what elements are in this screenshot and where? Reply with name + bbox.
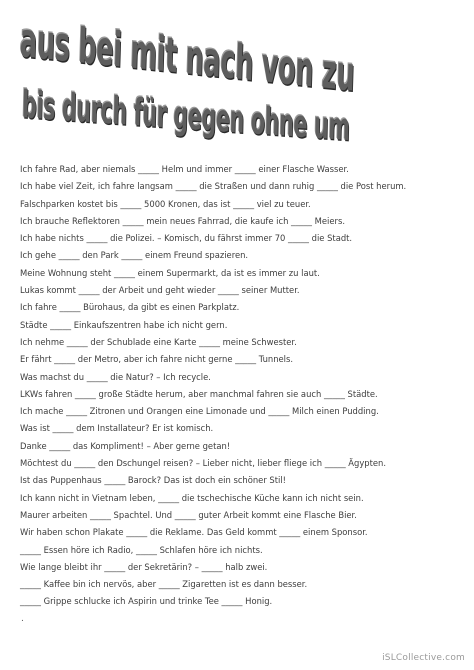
- exercise-sentence: LKWs fahren _____ große Städte herum, aber manchmal fahren sie auch _____ Städte.: [20, 388, 378, 399]
- exercise-sentence: Ich mache _____ Zitronen und Orangen eine Limonade und _____ Milch einen Pudding.: [20, 406, 379, 417]
- exercise-sentence: Wir haben schon Plakate _____ die Reklame. Das Geld kommt _____ einem Sponsor.: [20, 527, 368, 538]
- exercise-sentence: _____ Essen höre ich Radio, _____ Schlafen höre ich nichts.: [20, 544, 263, 555]
- exercise-sentence: Was machst du _____ die Natur? – Ich recycle.: [20, 371, 211, 382]
- exercise-sentence: Ich kann nicht in Vietnam leben, _____ die tschechische Küche kann ich nicht sein.: [20, 492, 364, 503]
- exercise-sentence: Was ist _____ dem Installateur? Er ist komisch.: [20, 423, 214, 434]
- exercise-sentence: Ist das Puppenhaus _____ Barock? Das ist doch ein schöner Stil!: [20, 475, 287, 486]
- exercise-sentence: Meine Wohnung steht _____ einem Supermarkt, da ist es immer zu laut.: [20, 267, 320, 278]
- exercise-sentence: _____ Grippe schlucke ich Aspirin und trinke Tee _____ Honig.: [20, 596, 273, 607]
- exercise-sentence: Er fährt _____ der Metro, aber ich fahre nicht gerne _____ Tunnels.: [20, 354, 294, 365]
- exercise-sentence: Falschparken kostet bis _____ 5000 Kronen, das ist _____ viel zu teuer.: [20, 198, 311, 209]
- exercise-sentence: _____ Kaffee bin ich nervös, aber _____ Zigaretten ist es dann besser.: [20, 579, 308, 590]
- wordart-title-line-2: bis durch für gegen ohne um: [21, 82, 351, 150]
- exercise-sentence: Ich fahre Rad, aber niemals _____ Helm und immer _____ einer Flasche Wasser.: [20, 164, 349, 174]
- exercise-sentence: Ich brauche Reflektoren _____ mein neues Fahrrad, die kaufe ich _____ Meiers.: [20, 215, 345, 226]
- exercise-sentence: Ich habe viel Zeit, ich fahre langsam _____ die Straßen und dann ruhig _____ die Post herum.: [20, 181, 407, 192]
- exercise-sentence: Städte _____ Einkaufszentren habe ich nicht gern.: [20, 319, 228, 330]
- exercise-sentence-list: [20, 161, 460, 611]
- exercise-sentence: Maurer arbeiten _____ Spachtel. Und _____ guter Arbeit kommt eine Flasche Bier.: [20, 509, 357, 520]
- exercise-sentence: Ich nehme _____ der Schublade eine Karte _____ meine Schwester.: [20, 336, 297, 347]
- exercise-sentence: Lukas kommt _____ der Arbeit und geht wieder _____ seiner Mutter.: [20, 285, 300, 296]
- wordart-title-line-1: aus bei mit nach von zu: [19, 11, 356, 103]
- exercise-sentence: Ich habe nichts _____ die Polizei. – Komisch, du fährst immer 70 _____ die Stadt.: [20, 233, 353, 244]
- exercise-sentence: Ich gehe _____ den Park _____ einem Freund spazieren.: [20, 250, 249, 261]
- exercise-sentence: Ich fahre _____ Bürohaus, da gibt es einen Parkplatz.: [20, 302, 240, 313]
- footer-watermark: iSLCollective.com: [382, 653, 465, 663]
- exercise-sentence: Danke _____ das Kompliment! – Aber gerne getan!: [20, 440, 231, 451]
- stray-dot-mark: .: [21, 614, 24, 624]
- exercise-sentence: Wie lange bleibt ihr _____ der Sekretärin? – _____ halb zwei.: [20, 561, 268, 572]
- exercise-sentence: Möchtest du _____ den Dschungel reisen? – Lieber nicht, lieber fliege ich _____ Ägypten.: [20, 458, 387, 469]
